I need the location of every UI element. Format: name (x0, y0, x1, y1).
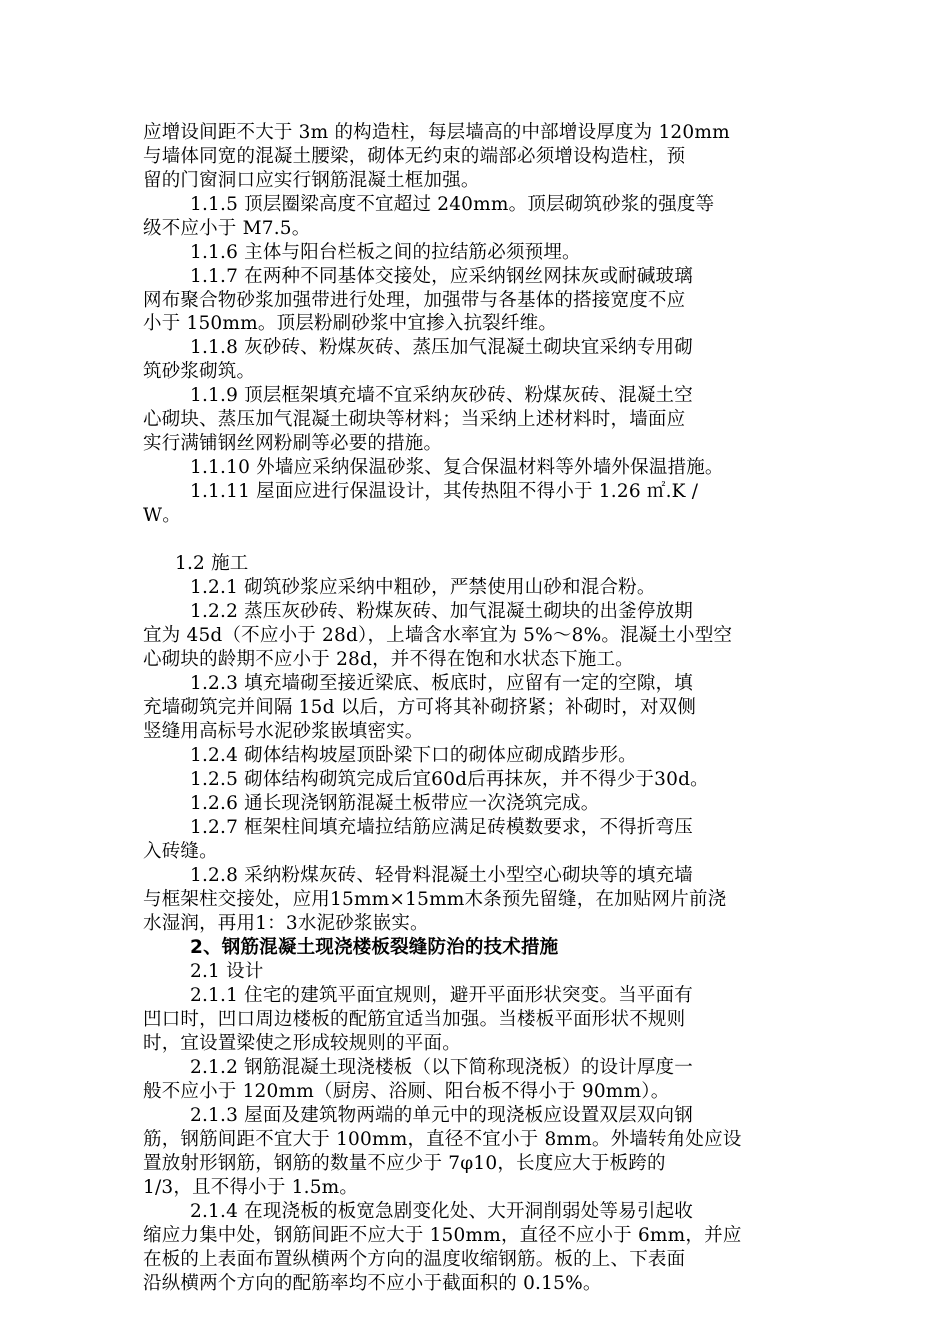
text-line: 与框架柱交接处，应用15mm×15mm木条预先留缝，在加贴网片前浇 (143, 889, 727, 910)
text-line: 置放射形钢筋，钢筋的数量不应少于 7φ10，长度应大于板跨的 (143, 1153, 666, 1174)
text-line: 1.2.4 砌体结构坡屋顶卧梁下口的砌体应砌成踏步形。 (190, 745, 637, 766)
text-line: 入砖缝。 (143, 841, 218, 862)
text-line: 2.1.4 在现浇板的板宽急剧变化处、大开洞削弱处等易引起收 (190, 1201, 693, 1222)
text-line: 1.1.5 顶层圈梁高度不宜超过 240mm。顶层砌筑砂浆的强度等 (190, 194, 715, 215)
text-line: W。 (143, 505, 181, 526)
text-line: 心砌块的龄期不应小于 28d，并不得在饱和水状态下施工。 (143, 649, 634, 670)
text-line: 充墙砌筑完并间隔 15d 以后，方可将其补砌挤紧；补砌时，对双侧 (143, 697, 697, 718)
text-line: 1.2.8 采纳粉煤灰砖、轻骨料混凝土小型空心砌块等的填充墙 (190, 865, 693, 886)
text-line: 凹口时，凹口周边楼板的配筋宜适当加强。当楼板平面形状不规则 (143, 1009, 686, 1030)
text-line: 缩应力集中处，钢筋间距不应大于 150mm，直径不应小于 6mm，并应 (143, 1225, 742, 1246)
text-line: 1.2.3 填充墙砌至接近梁底、板底时，应留有一定的空隙，填 (190, 673, 693, 694)
text-line: 1.2.5 砌体结构砌筑完成后宜60d后再抹灰，并不得少于30d。 (190, 769, 709, 790)
text-line: 1.1.6 主体与阳台栏板之间的拉结筋必须预埋。 (190, 242, 581, 263)
text-line: 应增设间距不大于 3m 的构造柱，每层墙高的中部增设厚度为 120mm (143, 122, 730, 143)
text-line: 1.1.9 顶层框架填充墙不宜采纳灰砂砖、粉煤灰砖、混凝土空 (190, 385, 693, 406)
text-line: 1.2.1 砌筑砂浆应采纳中粗砂，严禁使用山砂和混合粉。 (190, 577, 656, 598)
text-line: 竖缝用高标号水泥砂浆嵌填密实。 (143, 721, 424, 742)
text-line: 1.1.8 灰砂砖、粉煤灰砖、蒸压加气混凝土砌块宜采纳专用砌 (190, 337, 693, 358)
text-line: 小于 150mm。顶层粉刷砂浆中宜掺入抗裂纤维。 (143, 313, 558, 334)
section-heading: 2.1 设计 (190, 961, 264, 982)
text-line: 2.1.3 屋面及建筑物两端的单元中的现浇板应设置双层双向钢 (190, 1105, 693, 1126)
text-line: 级不应小于 M7.5。 (143, 218, 311, 239)
section-heading: 1.2 施工 (175, 553, 249, 574)
chapter-heading: 2、钢筋混凝土现浇楼板裂缝防治的技术措施 (190, 937, 559, 958)
text-line: 1/3，且不得小于 1.5m。 (143, 1177, 359, 1198)
text-line: 沿纵横两个方向的配筋率均不应小于截面积的 0.15%。 (143, 1273, 602, 1294)
text-line: 1.1.11 屋面应进行保温设计，其传热阻不得小于 1.26 ㎡.K / (190, 481, 699, 502)
text-line: 1.1.10 外墙应采纳保温砂浆、复合保温材料等外墙外保温措施。 (190, 457, 724, 478)
text-line: 1.2.2 蒸压灰砂砖、粉煤灰砖、加气混凝土砌块的出釜停放期 (190, 601, 693, 622)
text-line: 在板的上表面布置纵横两个方向的温度收缩钢筋。板的上、下表面 (143, 1249, 686, 1270)
text-line: 2.1.2 钢筋混凝土现浇楼板（以下简称现浇板）的设计厚度一 (190, 1057, 693, 1078)
text-line: 2.1.1 住宅的建筑平面宜规则，避开平面形状突变。当平面有 (190, 985, 693, 1006)
text-line: 般不应小于 120mm（厨房、浴厕、阳台板不得小于 90mm）。 (143, 1081, 670, 1102)
text-line: 宜为 45d（不应小于 28d），上墙含水率宜为 5%～8%。混凝土小型空 (143, 625, 733, 646)
text-line: 网布聚合物砂浆加强带进行处理，加强带与各基体的搭接宽度不应 (143, 290, 686, 311)
text-line: 留的门窗洞口应实行钢筋混凝土框加强。 (143, 170, 480, 191)
text-line: 筋，钢筋间距不宜大于 100mm，直径不宜小于 8mm。外墙转角处应设 (143, 1129, 742, 1150)
text-line: 1.1.7 在两种不同基体交接处，应采纳钢丝网抹灰或耐碱玻璃 (190, 266, 693, 287)
text-line: 心砌块、蒸压加气混凝土砌块等材料；当采纳上述材料时，墙面应 (143, 409, 686, 430)
text-line: 1.2.7 框架柱间填充墙拉结筋应满足砖模数要求，不得折弯压 (190, 817, 693, 838)
text-line: 时，宜设置梁使之形成较规则的平面。 (143, 1033, 461, 1054)
text-line: 水湿润，再用1：3水泥砂浆嵌实。 (143, 913, 429, 934)
text-line: 1.2.6 通长现浇钢筋混凝土板带应一次浇筑完成。 (190, 793, 600, 814)
text-line: 实行满铺钢丝网粉刷等必要的措施。 (143, 433, 443, 454)
text-line: 筑砂浆砌筑。 (143, 361, 256, 382)
text-line: 与墙体同宽的混凝土腰梁，砌体无约束的端部必须增设构造柱，预 (143, 146, 686, 167)
